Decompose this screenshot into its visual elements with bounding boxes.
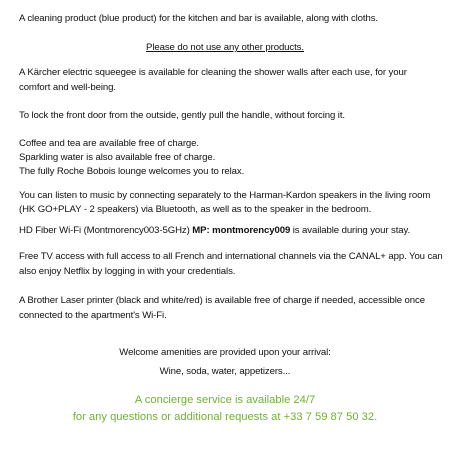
welcome-amenities-list: Wine, soda, water, appetizers... <box>159 366 291 377</box>
music-text-line-1: You can listen to music by connecting separately to the Harman-Kardon speakers in the living room <box>19 190 431 201</box>
wifi-text <box>19 225 410 237</box>
printer-text-line-1: A Brother Laser printer (black and white/red) is available free of charge if needed, accessible once <box>19 295 425 306</box>
cleaning-product-text: A cleaning product (blue product) for the kitchen and bar is available, along with cloths. <box>19 13 378 24</box>
wifi-password: MP: montmorency009 <box>192 225 291 236</box>
front-door-text: To lock the front door from the outside, gently pull the handle, without forcing it. <box>19 110 345 121</box>
printer-text-line-2: connected to the apartment's Wi-Fi. <box>19 310 167 321</box>
wifi-availability: is available during your stay. <box>290 225 411 236</box>
karcher-text-line-2: comfort and well-being. <box>19 82 116 93</box>
tv-text-line-2: also enjoy Netflix by logging in with your credentials. <box>19 266 236 277</box>
tv-text-line-1: Free TV access with full access to all French and international channels via the CANAL+ app. You can <box>19 251 443 262</box>
wifi-network-name: HD Fiber Wi-Fi (Montmorency003-5GHz) <box>19 225 193 236</box>
no-other-products-notice: Please do not use any other products. <box>146 42 304 53</box>
concierge-contact: for any questions or additional requests at +33 7 59 87 50 32. <box>72 411 378 423</box>
lounge-text: The fully Roche Bobois lounge welcomes you to relax. <box>19 166 245 177</box>
sparkling-water-text: Sparkling water is also available free of charge. <box>19 152 216 163</box>
music-text-line-2: (HK GO+PLAY - 2 speakers) via Bluetooth, as well as to the speaker in the bedroom. <box>19 204 372 215</box>
welcome-amenities-heading: Welcome amenities are provided upon your arrival: <box>119 347 331 358</box>
karcher-text-line-1: A Kärcher electric squeegee is available for cleaning the shower walls after each use, for your <box>19 67 407 78</box>
coffee-tea-text: Coffee and tea are available free of charge. <box>19 138 199 149</box>
concierge-availability: A concierge service is available 24/7 <box>134 394 316 406</box>
